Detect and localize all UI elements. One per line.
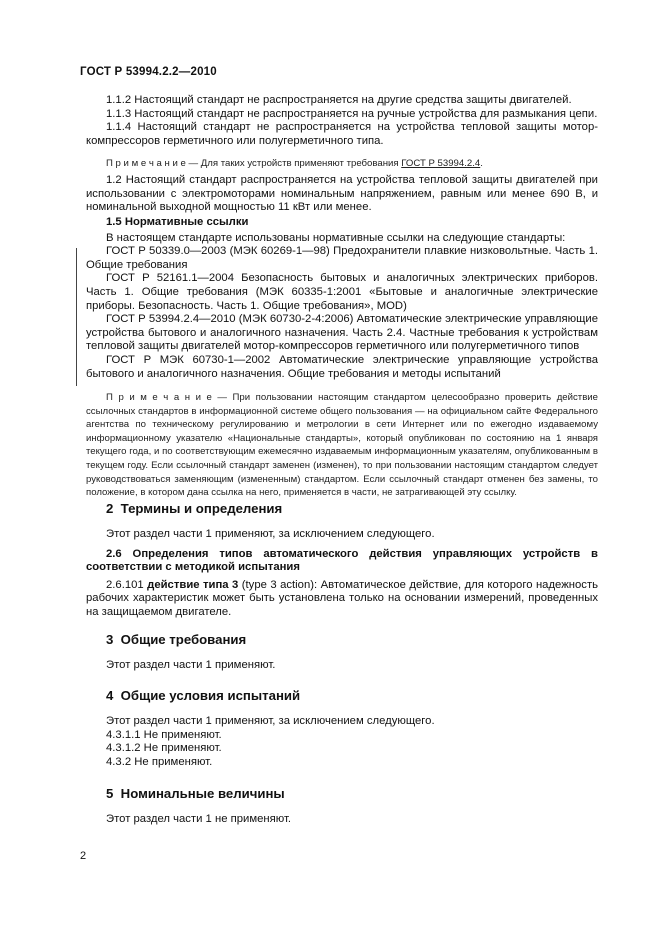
section-number: 3 bbox=[106, 632, 114, 647]
change-bar bbox=[76, 248, 77, 386]
section-number: 2 bbox=[106, 501, 114, 516]
list-item: 4.3.1.1 Не применяют. bbox=[106, 728, 222, 741]
definition-2-6-101 bbox=[86, 579, 598, 620]
refs-intro: В настоящем стандарте использованы нормативные ссылки на следующие стандарты: bbox=[106, 231, 566, 244]
clause-1-1-4: 1.1.4 Настоящий стандарт не распространяется на устройства тепловой защиты мотор-компрессоров герметичного или полугерметичного типа. bbox=[86, 121, 598, 147]
note-1-1 bbox=[86, 157, 598, 171]
section-number: 5 bbox=[106, 786, 114, 801]
clause-1-1-2: 1.1.2 Настоящий стандарт не распространяется на другие средства защиты двигателей. bbox=[106, 94, 572, 106]
section-1-5-block bbox=[86, 216, 598, 381]
note-text: Для таких устройств применяют требования bbox=[198, 158, 402, 169]
section-2-block bbox=[86, 528, 598, 620]
ref-item: ГОСТ Р 53994.2.4—2010 (МЭК 60730-2-4:2006) Автоматические электрические управляющие устройства бытового и аналогичного назначения. Часть 2.4. Частные требования к устройствам тепловой защиты двигателей мотор-компрессоров герметичного или полугерметичного типов bbox=[86, 313, 598, 353]
section-1-5-title: 1.5 Нормативные ссылки bbox=[106, 216, 249, 228]
note-end: . bbox=[480, 158, 483, 169]
section-5-intro: Этот раздел части 1 не применяют. bbox=[106, 813, 292, 825]
section-1-2-block bbox=[86, 174, 598, 215]
list-item: 4.3.2 Не применяют. bbox=[106, 755, 213, 768]
definition-term: действие типа 3 bbox=[147, 578, 239, 591]
note-1-5 bbox=[86, 391, 598, 500]
list-item: 4.3.1.2 Не применяют. bbox=[106, 742, 222, 755]
section-1-1-block bbox=[86, 94, 598, 148]
note-text: При пользовании настоящим стандартом целесообразно проверить действие ссылочных стандартов в информационной системе общего пользования — на официальном сайте Федерального агентства по техническому регулированию и метрологии в сети Интернет или по ежегодно издаваемому информационному указателю «Национальные стандарты», который опубликован по состоянию на 1 января текущего года, и по соответствующим ежемесячно издаваемым информационным указателям, опубликованным в текущем году. Если ссылочный стандарт заменен (изменен), то при пользовании настоящим стандартом следует руководствоваться заменяющим (измененным) стандартом. Если ссылочный стандарт отменен без замены, то положение, в котором дана ссылка на него, применяется в части, не затрагивающей эту ссылку. bbox=[86, 392, 598, 499]
definition-number: 2.6.101 bbox=[106, 578, 144, 591]
section-2-heading bbox=[106, 501, 282, 516]
section-title: Общие условия испытаний bbox=[120, 688, 301, 703]
page-number: 2 bbox=[80, 850, 87, 862]
document-header: ГОСТ Р 53994.2.2—2010 bbox=[80, 66, 217, 78]
section-3-block bbox=[86, 659, 598, 673]
section-title: Номинальные величины bbox=[120, 786, 285, 801]
note-label: П р и м е ч а н и е — bbox=[106, 392, 227, 403]
clause-1-2: 1.2 Настоящий стандарт распространяется на устройства тепловой защиты двигателей при использовании с электромоторами номинальным напряжением, равным или менее 690 В, и номинальной выходной мощностью 11 кВт или менее. bbox=[86, 174, 598, 214]
clause-1-1-3: 1.1.3 Настоящий стандарт не распространяется на ручные устройства для размыкания цепи. bbox=[106, 107, 598, 120]
section-3-heading bbox=[106, 632, 246, 647]
note-label: П р и м е ч а н и е — bbox=[106, 158, 199, 169]
note-reference-link[interactable]: ГОСТ Р 53994.2.4 bbox=[401, 158, 481, 169]
ref-item: ГОСТ Р 52161.1—2004 Безопасность бытовых и аналогичных электрических приборов. Часть 1. Общие требования (МЭК 60335-1:2001 «Бытовые и аналогичные электрические приборы. Безопасность. Часть 1. Общие требования», MOD) bbox=[86, 272, 598, 312]
section-5-block bbox=[86, 813, 598, 827]
section-4-intro: Этот раздел части 1 применяют, за исключением следующего. bbox=[106, 715, 435, 727]
ref-item: ГОСТ Р 50339.0—2003 (МЭК 60269-1—98) Предохранители плавкие низковольтные. Часть 1. Общие требования bbox=[86, 245, 598, 271]
section-2-intro: Этот раздел части 1 применяют, за исключением следующего. bbox=[106, 528, 435, 540]
subsection-2-6-title: 2.6 Определения типов автоматического действия управляющих устройств в соответствии с методикой испытания bbox=[86, 547, 598, 574]
section-number: 4 bbox=[106, 688, 114, 703]
section-title: Термины и определения bbox=[120, 501, 283, 516]
section-5-heading bbox=[106, 786, 285, 801]
ref-item: ГОСТ Р МЭК 60730-1—2002 Автоматические электрические управляющие устройства бытового и аналогичного назначения. Общие требования и методы испытаний bbox=[86, 353, 598, 380]
section-4-heading bbox=[106, 688, 300, 703]
section-4-block bbox=[86, 715, 598, 769]
definition-text: (type 3 action): Автоматическое действие, для которого надежность рабочих характеристик может быть установлена только на основании измерений, проведенных на защищаемом двигателе. bbox=[86, 578, 598, 618]
section-title: Общие требования bbox=[120, 632, 247, 647]
section-3-intro: Этот раздел части 1 применяют. bbox=[106, 659, 276, 671]
